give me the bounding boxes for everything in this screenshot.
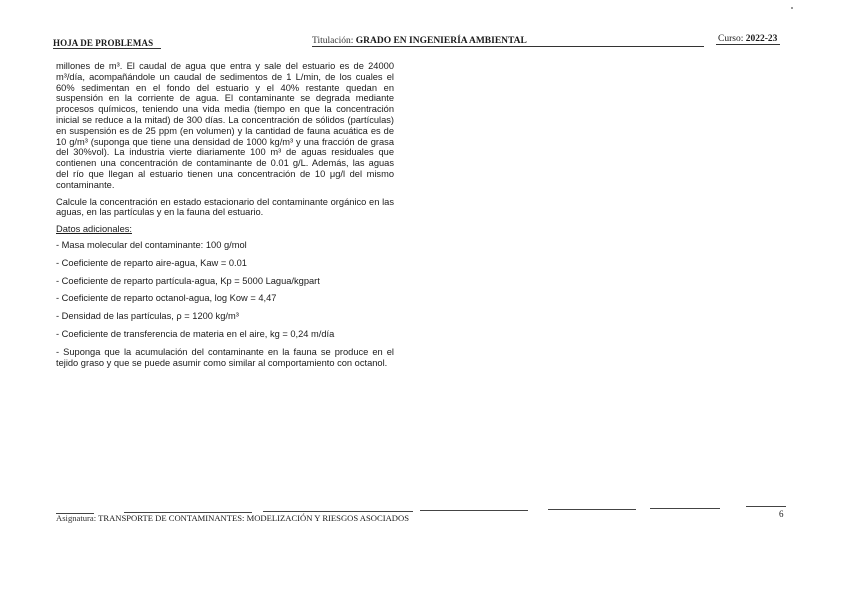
- header-rule-middle: [312, 46, 704, 47]
- page-number: 6: [779, 509, 784, 519]
- datos-adicionales-heading: Datos adicionales:: [56, 224, 132, 235]
- dato-item: - Masa molecular del contaminante: 100 g/mol: [56, 239, 247, 250]
- footer-rule: [263, 511, 413, 512]
- scan-speck: [791, 7, 793, 9]
- titulacion-label: Titulación:: [312, 36, 354, 46]
- problem-text: [56, 61, 394, 368]
- dato-item: - Coeficiente de reparto partícula-agua, Kp = 5000 Lagua/kgpart: [56, 275, 320, 286]
- dato-item: - Suponga que la acumulación del contaminante en la fauna se produce en el tejido graso y que se puede asumir como similar al comportamiento con octanol.: [56, 346, 394, 368]
- header-rule-right: [716, 44, 780, 45]
- problem-statement-paragraph: millones de m³. El caudal de agua que entra y sale del estuario es de 24000 m³/día, acompañándole un caudal de sedimentos de 1 L/min, de los cuales el 60% sedimentan en el fondo del estuario y el 40% restante quedan en suspensión en la corriente de agua. El contaminante se degrada mediante procesos químicos, teniendo una vida media (tiempo en que la concentración inicial se reduce a la mitad) de 300 días. La concentración de sólidos (partículas) en suspensión es de 25 ppm (en volumen) y la cantidad de fauna acuática es de 10 g/m³ (suponga que tiene una densidad de 1000 kg/m³ y una fracción de grasa del 30%vol). La industria vierte diariamente 100 m³ de aguas residuales que contienen una concentración de contaminante de 0.01 g/L. Además, las aguas del río que llegan al estuario tienen una concentración de 10 μg/l del mismo contaminante.: [56, 61, 394, 190]
- header-curso: [718, 34, 777, 44]
- titulacion-value: GRADO EN INGENIERÍA AMBIENTAL: [355, 36, 527, 46]
- dato-item: - Coeficiente de reparto aire-agua, Kaw = 0.01: [56, 257, 247, 268]
- page-header: [0, 30, 848, 50]
- footer-rule: [650, 508, 720, 509]
- dato-item: - Coeficiente de transferencia de materia en el aire, kg = 0,24 m/día: [56, 328, 335, 339]
- header-rule-left: [53, 48, 161, 49]
- curso-label: Curso:: [718, 34, 744, 44]
- header-titulacion: [312, 36, 527, 46]
- footer-asignatura: [56, 513, 409, 523]
- footer-rule: [746, 506, 786, 507]
- dato-item: - Densidad de las partículas, ρ = 1200 kg/m³: [56, 311, 239, 322]
- header-document-type: HOJA DE PROBLEMAS: [53, 38, 154, 48]
- asignatura-label: Asignatura:: [56, 513, 97, 523]
- curso-value: 2022-23: [745, 34, 778, 44]
- asignatura-value: TRANSPORTE DE CONTAMINANTES: MODELIZACIÓN Y RIESGOS ASOCIADOS: [98, 513, 409, 523]
- dato-item: - Coeficiente de reparto octanol-agua, log Kow = 4,47: [56, 293, 277, 304]
- footer-rule: [548, 509, 636, 510]
- problem-question-paragraph: Calcule la concentración en estado estacionario del contaminante orgánico en las aguas, en las partículas y en la fauna del estuario.: [56, 196, 394, 218]
- footer-rule: [420, 510, 528, 511]
